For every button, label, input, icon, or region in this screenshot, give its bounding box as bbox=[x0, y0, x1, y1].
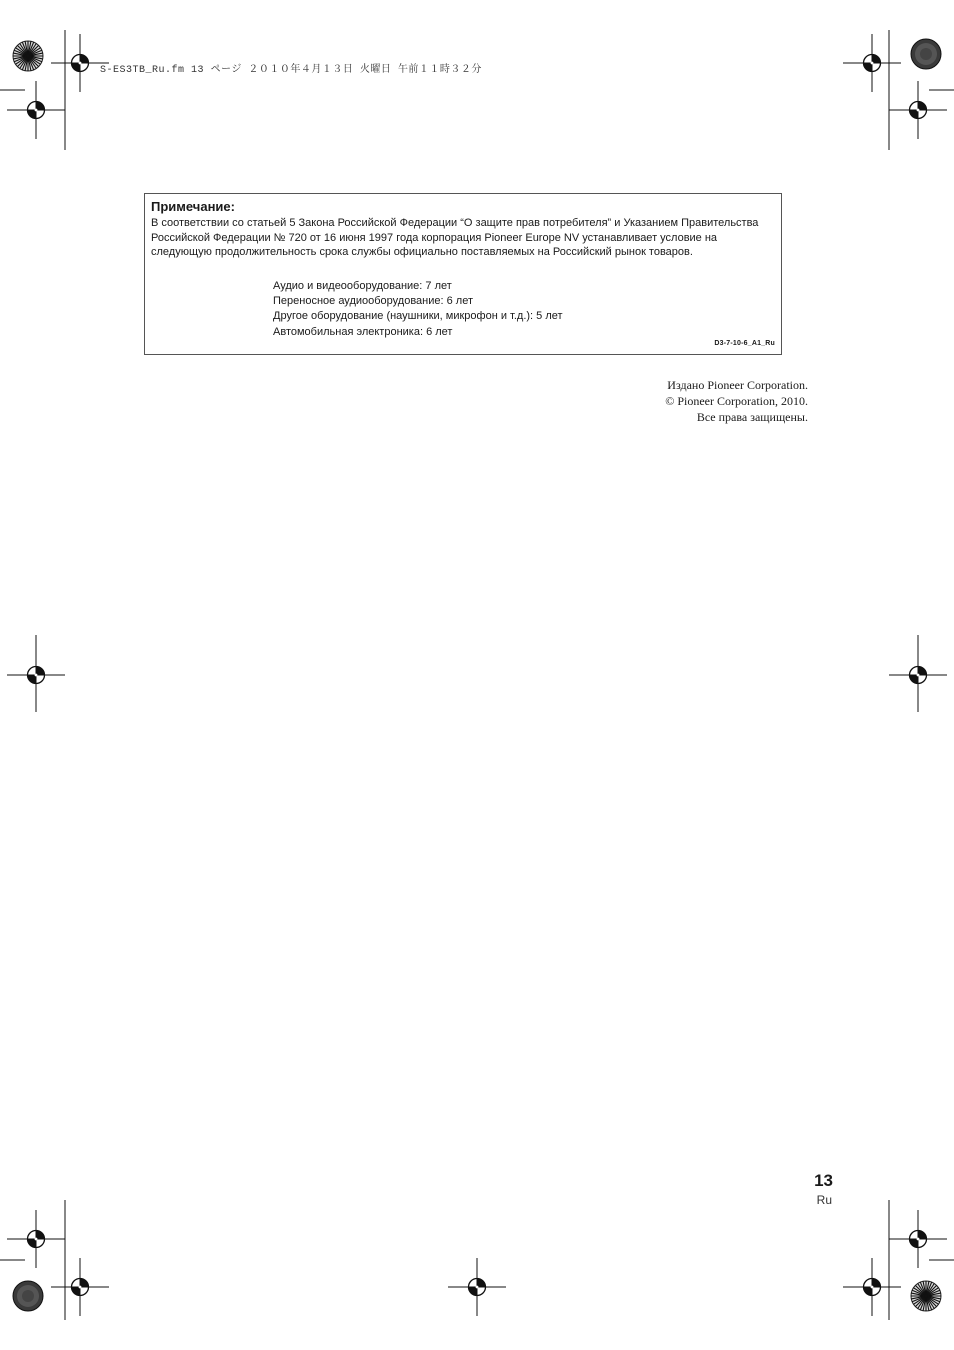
list-item: Переносное аудиооборудование: 6 лет bbox=[273, 295, 473, 308]
corner-star-mark-icon bbox=[911, 1281, 941, 1311]
registration-mark-icon bbox=[7, 646, 65, 704]
registration-mark-icon bbox=[843, 1258, 901, 1316]
note-box bbox=[144, 193, 782, 355]
rights-line: Все права защищены. bbox=[696, 410, 808, 425]
registration-mark-icon bbox=[843, 34, 901, 92]
note-text: В соответствии со статьей 5 Закона Российской Федерации “О защите прав потребителя” и Указанием Правительства Российской Федерации № 720 от 16 июня 1997 года корпорация Pioneer Europe NV устанавливает условие на следующую продолжительность срока службы официально поставляемых на Российский рынок товаров. bbox=[151, 217, 759, 259]
copyright-line: © Pioneer Corporation, 2010. bbox=[665, 394, 808, 409]
corner-dark-mark-icon bbox=[911, 39, 941, 69]
service-life-list bbox=[273, 279, 563, 340]
publisher-line: Издано Pioneer Corporation. bbox=[667, 378, 808, 392]
list-item: Другое оборудование (наушники, микрофон и т.д.): 5 лет bbox=[273, 310, 563, 323]
publisher-block bbox=[665, 377, 808, 426]
page-language: Ru bbox=[816, 1193, 832, 1207]
registration-mark-icon bbox=[448, 1258, 506, 1316]
registration-mark-icon bbox=[51, 1258, 109, 1316]
registration-mark-icon bbox=[889, 1210, 947, 1268]
list-item: Автомобильная электроника: 6 лет bbox=[273, 325, 453, 338]
note-title: Примечание: bbox=[151, 199, 235, 214]
note-code: D3-7-10-6_A1_Ru bbox=[714, 340, 775, 347]
registration-mark-icon bbox=[889, 646, 947, 704]
page-number: 13 bbox=[814, 1171, 833, 1190]
list-item: Аудио и видеооборудование: 7 лет bbox=[273, 280, 452, 292]
corner-star-mark-icon bbox=[13, 41, 43, 71]
file-header: S-ES3TB_Ru.fm 13 ページ ２０１０年４月１３日 火曜日 午前１１時３２分 bbox=[100, 65, 482, 76]
registration-mark-icon bbox=[7, 1210, 65, 1268]
corner-dark-mark-icon bbox=[13, 1281, 43, 1311]
